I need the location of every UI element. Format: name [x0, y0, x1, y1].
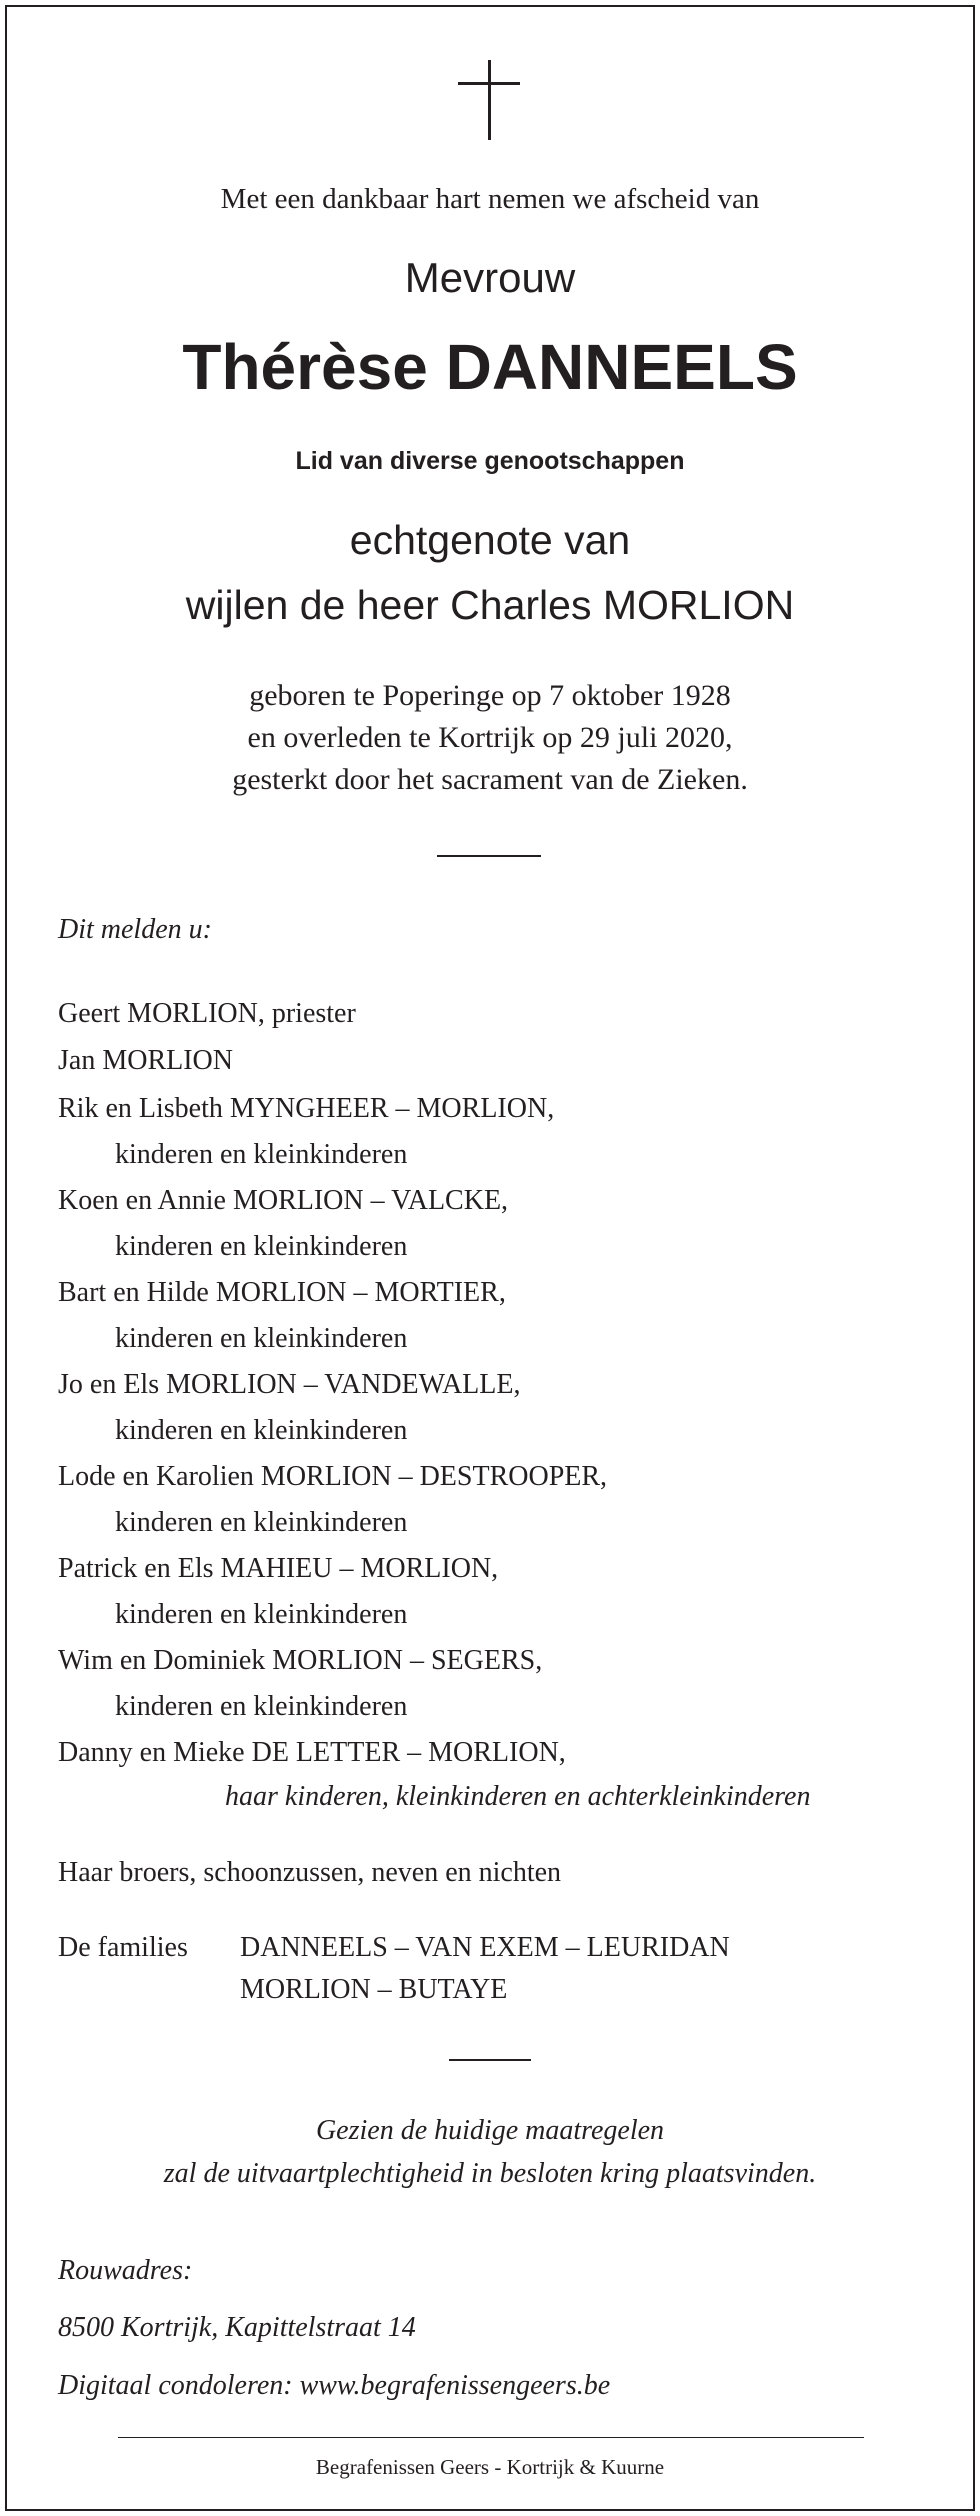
birth-line: geboren te Poperinge op 7 oktober 1928 — [249, 679, 731, 712]
intro-text: Met een dankbaar hart nemen we afscheid van — [220, 183, 760, 215]
families-line-2: MORLION – BUTAYE — [240, 1974, 508, 2005]
spouse-line-1: echtgenote van — [349, 517, 631, 563]
notice-line-2: zal de uitvaartplechtigheid in besloten kring plaatsvinden. — [163, 2158, 817, 2189]
family-line: Patrick en Els MAHIEU – MORLION, — [58, 1553, 499, 1584]
family-subline: kinderen en kleinkinderen — [115, 1415, 408, 1446]
family-line: Bart en Hilde MORLION – MORTIER, — [58, 1277, 506, 1308]
address-text: 8500 Kortrijk, Kapittelstraat 14 — [58, 2312, 416, 2343]
family-subline: kinderen en kleinkinderen — [115, 1599, 408, 1630]
family-line: Wim en Dominiek MORLION – SEGERS, — [58, 1645, 543, 1676]
undertaker-credit: Begrafenissen Geers - Kortrijk & Kuurne — [315, 2455, 665, 2479]
family-heading: Dit melden u: — [58, 914, 212, 945]
family-subline: kinderen en kleinkinderen — [115, 1691, 408, 1722]
address-label: Rouwadres: — [58, 2255, 193, 2286]
membership-text: Lid van diverse genootschappen — [295, 447, 685, 475]
family-line: Rik en Lisbeth MYNGHEER – MORLION, — [58, 1093, 555, 1124]
family-line: Jo en Els MORLION – VANDEWALLE, — [58, 1369, 521, 1400]
family-subline: kinderen en kleinkinderen — [115, 1231, 408, 1262]
family-subline: kinderen en kleinkinderen — [115, 1139, 408, 1170]
separator-rule — [437, 855, 541, 857]
deceased-name: Thérèse DANNEELS — [182, 331, 798, 403]
family-line: Lode en Karolien MORLION – DESTROOPER, — [58, 1461, 608, 1492]
family-subline: kinderen en kleinkinderen — [115, 1323, 408, 1354]
family-line: Jan MORLION — [58, 1045, 233, 1076]
spouse-line-2: wijlen de heer Charles MORLION — [185, 582, 795, 628]
descendants-line: haar kinderen, kleinkinderen en achterkleinkinderen — [225, 1781, 811, 1812]
siblings-line: Haar broers, schoonzussen, neven en nichten — [58, 1857, 562, 1888]
sacrament-line: gesterkt door het sacrament van de Zieken. — [232, 763, 748, 796]
salutation: Mevrouw — [404, 254, 576, 301]
death-line: en overleden te Kortrijk op 29 juli 2020, — [247, 721, 733, 754]
condolence-text: Digitaal condoleren: www.begrafenissengeers.be — [58, 2370, 611, 2401]
separator-rule — [449, 2059, 531, 2061]
family-subline: kinderen en kleinkinderen — [115, 1507, 408, 1538]
families-line-1: DANNEELS – VAN EXEM – LEURIDAN — [240, 1932, 730, 1963]
family-line: Danny en Mieke DE LETTER – MORLION, — [58, 1737, 566, 1768]
notice-line-1: Gezien de huidige maatregelen — [315, 2115, 665, 2146]
families-label: De families — [58, 1932, 188, 1963]
family-line: Koen en Annie MORLION – VALCKE, — [58, 1185, 509, 1216]
family-line: Geert MORLION, priester — [58, 998, 356, 1029]
footer-rule — [118, 2437, 864, 2438]
